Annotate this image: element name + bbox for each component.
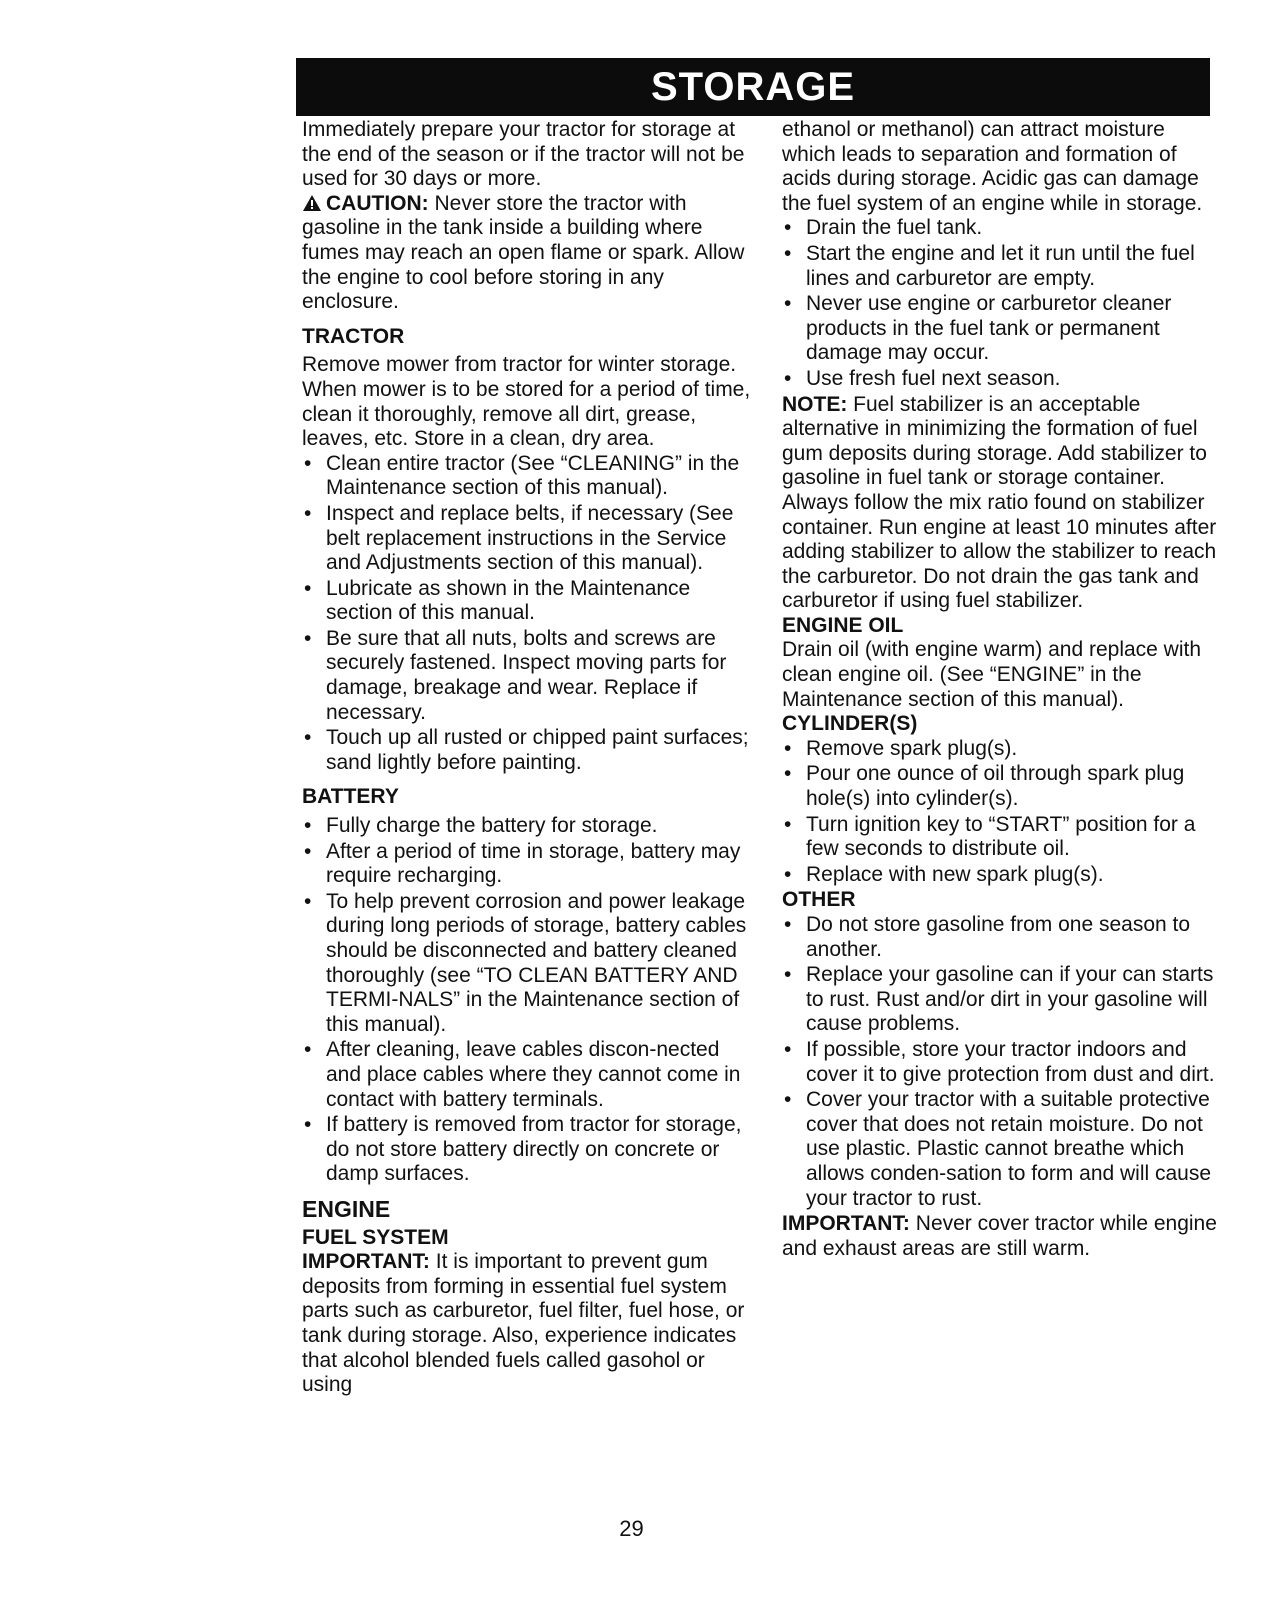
list-item: • If possible, store your tractor indoors and cover it to give protection from dust and dirt. xyxy=(782,1038,1222,1087)
list-item: • Replace with new spark plug(s). xyxy=(782,863,1222,888)
tractor-heading: TRACTOR xyxy=(302,324,405,348)
list-item: • Inspect and replace belts, if necessary (See belt replacement instructions in the Service and Adjustments section of this manual). xyxy=(302,502,754,576)
list-item: • After cleaning, leave cables discon-nected and place cables where they cannot come in contact with battery terminals. xyxy=(302,1038,754,1112)
intro-paragraph: Immediately prepare your tractor for storage at the end of the season or if the tractor will not be used for 30 days or more. xyxy=(302,118,745,191)
note-text: Fuel stabilizer is an acceptable alternative in minimizing the formation of fuel gum deposits during storage. Add stabilizer to gasoline in fuel tank or storage container. Always follow the mix ratio found on stabilizer container. Run engine at least 10 minutes after adding stabilizer to allow the stabilizer to reach the carburetor. Do not drain the gas tank and carburetor if using fuel stabilizer. xyxy=(782,392,1217,613)
list-item: • Be sure that all nuts, bolts and screws are securely fastened. Inspect moving parts for damage, breakage and wear. Replace if necessary. xyxy=(302,627,754,725)
other-list xyxy=(782,913,1222,1211)
list-item: • After a period of time in storage, battery may require recharging. xyxy=(302,840,754,889)
note-label: NOTE: xyxy=(782,392,848,416)
important-text: It is important to prevent gum deposits from forming in essential fuel system parts such as carburetor, fuel filter, fuel hose, or tank during storage. Also, experience indicates that alcohol blended fuels called gasohol or using xyxy=(302,1250,745,1397)
caution-text: Never store the tractor with gasoline in the tank inside a building where fumes may reach an open flame or spark. Allow the engine to cool before storing in any enclosure. xyxy=(302,191,745,314)
important-label: IMPORTANT: xyxy=(782,1212,910,1236)
engine-heading: ENGINE xyxy=(302,1195,391,1222)
list-item: • Lubricate as shown in the Maintenance section of this manual. xyxy=(302,577,754,626)
warning-triangle-icon xyxy=(302,192,322,217)
engine-oil-heading: ENGINE OIL xyxy=(782,613,904,637)
important-text: Never cover tractor while engine and exhaust areas are still warm. xyxy=(782,1212,1217,1260)
battery-list xyxy=(302,814,754,1187)
list-item: • Fully charge the battery for storage. xyxy=(302,814,754,839)
right-column xyxy=(782,118,1222,1261)
list-item: • Do not store gasoline from one season to another. xyxy=(782,913,1222,962)
list-item: • Turn ignition key to “START” position for a few seconds to distribute oil. xyxy=(782,813,1222,862)
list-item: • Touch up all rusted or chipped paint surfaces; sand lightly before painting. xyxy=(302,726,754,775)
fuel-system-heading: FUEL SYSTEM xyxy=(302,1225,449,1249)
continued-paragraph: ethanol or methanol) can attract moisture which leads to separation and formation of acids during storage. Acidic gas can damage the fuel system of an engine while in storage. xyxy=(782,118,1203,215)
list-item: • Never use engine or carburetor cleaner products in the fuel tank or permanent damage may occur. xyxy=(782,292,1222,366)
caution-paragraph xyxy=(302,192,754,315)
list-item: • Drain the fuel tank. xyxy=(782,216,1222,241)
important-label: IMPORTANT: xyxy=(302,1250,430,1274)
note-paragraph xyxy=(782,393,1222,614)
list-item: • Use fresh fuel next season. xyxy=(782,367,1222,392)
battery-heading: BATTERY xyxy=(302,785,399,809)
list-item: • Cover your tractor with a suitable protective cover that does not retain moisture. Do not use plastic. Plastic cannot breathe which allows conden-sation to form and will cause your tractor to rust. xyxy=(782,1088,1222,1211)
tractor-list xyxy=(302,452,754,776)
list-item: • Clean entire tractor (See “CLEANING” in the Maintenance section of this manual). xyxy=(302,452,754,501)
page-title: STORAGE xyxy=(650,64,856,109)
list-item: • If battery is removed from tractor for storage, do not store battery directly on concrete or damp surfaces. xyxy=(302,1113,754,1187)
final-important-paragraph xyxy=(782,1212,1222,1261)
other-heading: OTHER xyxy=(782,888,856,912)
cylinder-list xyxy=(782,737,1222,888)
left-column xyxy=(302,118,754,1398)
fuel-important-paragraph xyxy=(302,1250,754,1398)
list-item: • Remove spark plug(s). xyxy=(782,737,1222,762)
cylinder-heading: CYLINDER(S) xyxy=(782,712,918,736)
title-banner xyxy=(296,58,1210,116)
caution-label: CAUTION: xyxy=(326,191,429,215)
fuel-list xyxy=(782,216,1222,391)
list-item: • To help prevent corrosion and power leakage during long periods of storage, battery cables should be disconnected and battery cleaned thoroughly (see “TO CLEAN BATTERY AND TERMI-NALS” in the Maintenance section of this manual). xyxy=(302,890,754,1038)
engine-oil-paragraph: Drain oil (with engine warm) and replace with clean engine oil. (See “ENGINE” in the Maintenance section of this manual). xyxy=(782,638,1202,711)
list-item: • Pour one ounce of oil through spark plug hole(s) into cylinder(s). xyxy=(782,762,1222,811)
tractor-paragraph: Remove mower from tractor for winter storage. When mower is to be stored for a period of time, clean it thoroughly, remove all dirt, grease, leaves, etc. Store in a clean, dry area. xyxy=(302,353,751,451)
list-item: • Replace your gasoline can if your can starts to rust. Rust and/or dirt in your gasoline will cause problems. xyxy=(782,963,1222,1037)
list-item: • Start the engine and let it run until the fuel lines and carburetor are empty. xyxy=(782,242,1222,291)
page-number: 29 xyxy=(619,1516,644,1541)
